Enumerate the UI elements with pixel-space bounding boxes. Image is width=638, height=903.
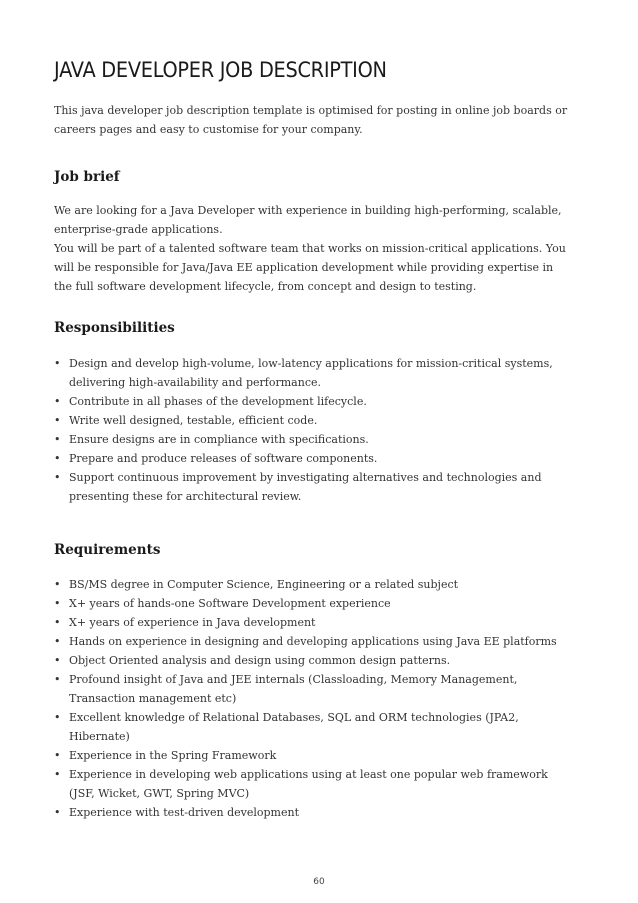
list-item-text: X+ years of hands-one Software Development experience	[69, 597, 391, 610]
list-item	[54, 651, 574, 670]
bullet-mark: •	[54, 414, 61, 427]
list-item-text: Write well designed, testable, efficient code.	[69, 414, 318, 427]
list-item-text: Contribute in all phases of the development lifecycle.	[69, 395, 367, 408]
list-item	[54, 765, 574, 803]
list-item	[54, 449, 574, 468]
list-item	[54, 613, 574, 632]
bullet-mark: •	[54, 578, 61, 591]
list-item-text: Design and develop high-volume, low-latency applications for mission-critical systems, delivering high-availability and performance.	[69, 357, 553, 389]
list-item-text: Ensure designs are in compliance with specifications.	[69, 433, 369, 446]
list-item	[54, 670, 574, 708]
bullet-mark: •	[54, 395, 61, 408]
bullet-mark: •	[54, 806, 61, 819]
bullet-mark: •	[54, 452, 61, 465]
bullet-mark: •	[54, 635, 61, 648]
job-brief-paragraph	[54, 201, 574, 296]
responsibilities-heading: Responsibilities	[54, 320, 175, 336]
intro-paragraph: This java developer job description template is optimised for posting in online job boards or careers pages and easy to customise for your company.	[54, 104, 568, 136]
list-item-text: Profound insight of Java and JEE internals (Classloading, Memory Management, Transaction management etc)	[69, 673, 518, 705]
list-item-text: BS/MS degree in Computer Science, Engineering or a related subject	[69, 578, 459, 591]
responsibilities-list	[54, 354, 574, 506]
bullet-mark: •	[54, 768, 61, 781]
list-item-text: Excellent knowledge of Relational Databases, SQL and ORM technologies (JPA2, Hibernate)	[69, 711, 519, 743]
list-item-text: Experience in the Spring Framework	[69, 749, 277, 762]
list-item-text: Hands on experience in designing and developing applications using Java EE platforms	[69, 635, 557, 648]
page-title: JAVA DEVELOPER JOB DESCRIPTION	[54, 58, 387, 82]
list-item-text: Support continuous improvement by investigating alternatives and technologies and presenting these for architectural review.	[69, 471, 542, 503]
list-item	[54, 575, 574, 594]
bullet-mark: •	[54, 711, 61, 724]
bullet-mark: •	[54, 673, 61, 686]
bullet-mark: •	[54, 433, 61, 446]
requirements-list	[54, 575, 574, 822]
list-item-text: Prepare and produce releases of software components.	[69, 452, 378, 465]
bullet-mark: •	[54, 357, 61, 370]
list-item	[54, 594, 574, 613]
list-item-text: Experience in developing web applications using at least one popular web framework (JSF, Wicket, GWT, Spring MVC)	[69, 768, 548, 800]
list-item	[54, 803, 574, 822]
list-item	[54, 746, 574, 765]
requirements-heading: Requirements	[54, 542, 161, 558]
bullet-mark: •	[54, 616, 61, 629]
bullet-mark: •	[54, 749, 61, 762]
job-brief-heading: Job brief	[54, 169, 120, 185]
job-brief-line: You will be part of a talented software team that works on mission-critical applications. You will be responsible for Java/Java EE application development while providing expertise in the full software development lifecycle, from concept and design to testing.	[54, 242, 566, 293]
list-item	[54, 354, 574, 392]
bullet-mark: •	[54, 471, 61, 484]
list-item-text: X+ years of experience in Java development	[69, 616, 316, 629]
list-item	[54, 468, 574, 506]
list-item	[54, 392, 574, 411]
list-item-text: Experience with test-driven development	[69, 806, 299, 819]
page-number: 60	[313, 877, 325, 887]
list-item	[54, 411, 574, 430]
job-brief-line: We are looking for a Java Developer with experience in building high-performing, scalable, enterprise-grade applications.	[54, 204, 562, 236]
list-item-text: Object Oriented analysis and design using common design patterns.	[69, 654, 451, 667]
bullet-mark: •	[54, 654, 61, 667]
list-item	[54, 430, 574, 449]
bullet-mark: •	[54, 597, 61, 610]
list-item	[54, 708, 574, 746]
list-item	[54, 632, 574, 651]
